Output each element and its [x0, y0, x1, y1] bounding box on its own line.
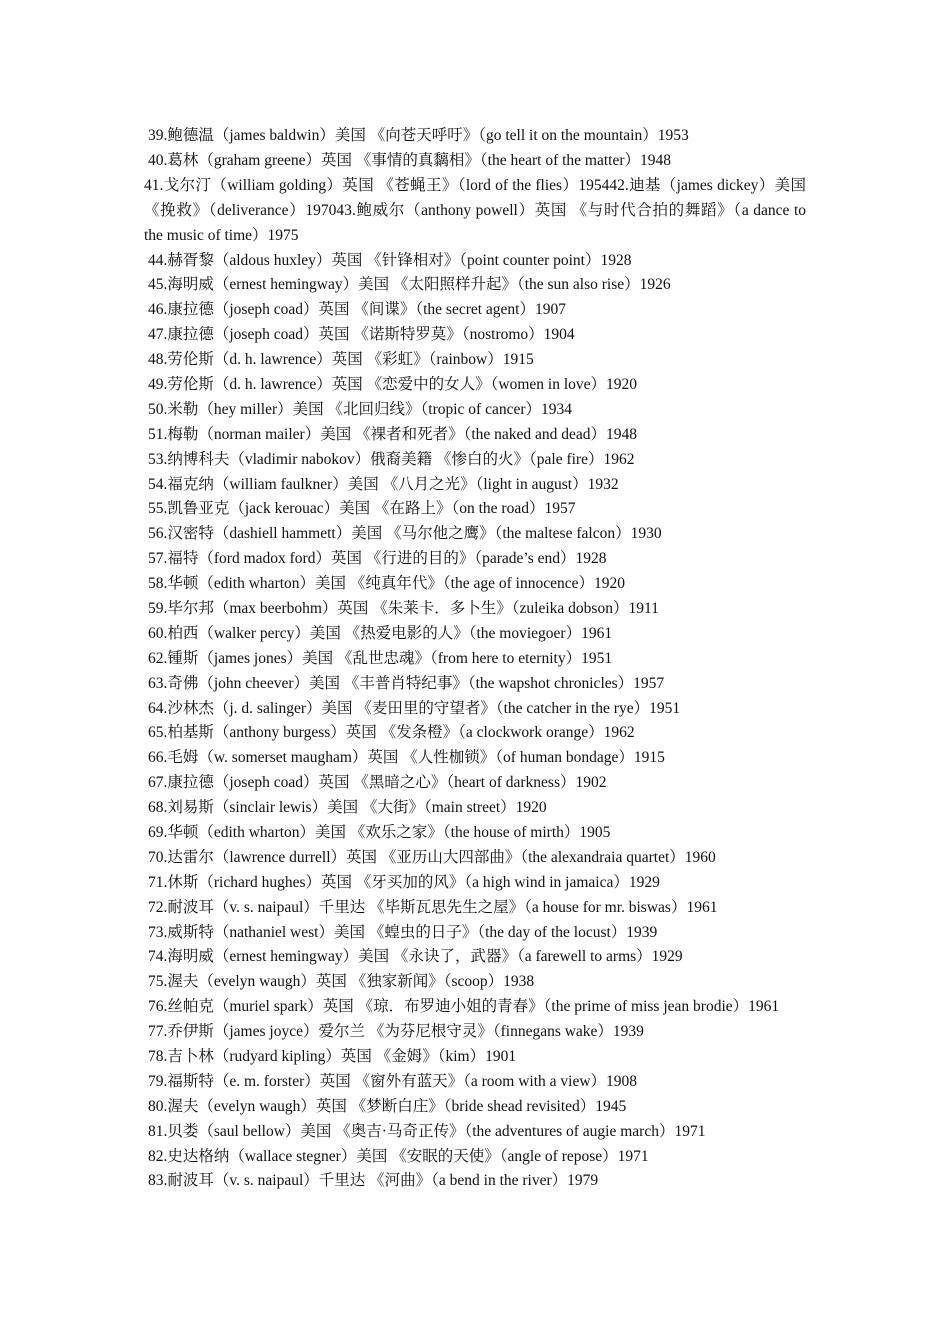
list-item: 73.威斯特（nathaniel west）美国 《蝗虫的日子》（the day of the locust）1939: [148, 923, 658, 941]
list-item: 67.康拉德（joseph coad）英国 《黑暗之心》（heart of darkness）1902: [148, 774, 607, 792]
list-item: 71.休斯（richard hughes）英国 《牙买加的风》（a high wind in jamaica）1929: [148, 873, 660, 891]
list-item: 56.汉密特（dashiell hammett）美国 《马尔他之鹰》（the maltese falcon）1930: [148, 525, 662, 543]
list-item: 80.渥夫（evelyn waugh）英国 《梦断白庄》（bride shead revisited）1945: [148, 1097, 627, 1115]
list-item: 39.鲍德温（james baldwin）美国 《向苍天呼吁》（go tell it on the mountain）1953: [148, 127, 689, 144]
list-item: 74.海明威（ernest hemingway）美国 《永诀了，武器》（a farewell to arms）1929: [148, 948, 683, 966]
list-item: 46.康拉德（joseph coad）英国 《间谍》（the secret agent）1907: [148, 301, 566, 319]
list-item: 44.赫胥黎（aldous huxley）英国 《针锋相对》（point counter point）1928: [148, 251, 632, 269]
list-item: 47.康拉德（joseph coad）英国 《诺斯特罗莫》（nostromo）1904: [148, 326, 575, 344]
list-item: 82.史达格纳（wallace stegner）美国 《安眠的天使》（angle of repose）1971: [148, 1147, 649, 1165]
list-item: 59.毕尔邦（max beerbohm）英国 《朱莱卡．多卜生》（zuleika dobson）1911: [148, 599, 659, 617]
list-item: 48.劳伦斯（d. h. lawrence）英国 《彩虹》（rainbow）1915: [148, 351, 534, 369]
list-item: 65.柏基斯（anthony burgess）英国 《发条橙》（a clockwork orange）1962: [148, 724, 635, 742]
list-item: 49.劳伦斯（d. h. lawrence）英国 《恋爱中的女人》（women in love）1920: [148, 375, 638, 393]
list-item: 53.纳博科夫（vladimir nabokov）俄裔美籍 《惨白的火》（pale fire）1962: [148, 450, 635, 468]
list-item: 57.福特（ford madox ford）英国 《行进的目的》（parade’s end）1928: [148, 550, 607, 568]
list-item: 76.丝帕克（muriel spark）英国 《琼．布罗迪小姐的青春》（the prime of miss jean brodie）1961: [148, 998, 780, 1016]
list-item: 62.锺斯（james jones）美国 《乱世忠魂》（from here to eternity）1951: [148, 649, 613, 667]
list-item: 81.贝娄（saul bellow）美国 《奥吉·马奇正传》（the adventures of augie march）1971: [148, 1122, 706, 1140]
list-item: 40.葛林（graham greene）英国 《事情的真黐相》（the heart of the matter）1948: [148, 151, 672, 169]
list-item: 83.耐波耳（v. s. naipaul）千里达 《河曲》（a bend in the river）1979: [148, 1172, 599, 1190]
list-item: 51.梅勒（norman mailer）美国 《裸者和死者》（the naked and dead）1948: [148, 425, 638, 443]
list-item: 69.华顿（edith wharton）美国 《欢乐之家》（the house of mirth）1905: [148, 823, 611, 841]
list-item: 41.戈尔汀（william golding）英国 《苍蝇王》（lord of the flies）195442.迪基（james dickey）美国 《挽救》（deliverance）197043.鲍威尔（anthony powell）英国 《与时代合拍的舞蹈》（a dance to the music of time）1975: [144, 176, 806, 244]
list-item: 45.海明威（ernest hemingway）美国 《太阳照样升起》（the sun also rise）1926: [148, 276, 671, 294]
list-item: 72.耐波耳（v. s. naipaul）千里达 《毕斯瓦思先生之屋》（a house for mr. biswas）1961: [148, 898, 718, 916]
list-item: 64.沙林杰（j. d. salinger）美国 《麦田里的守望者》（the catcher in the rye）1951: [148, 699, 681, 717]
list-item: 55.凯鲁亚克（jack kerouac）美国 《在路上》（on the road）1957: [148, 500, 576, 518]
novel-list: [144, 124, 806, 1194]
list-item: 50.米勒（hey miller）美国 《北回归线》（tropic of cancer）1934: [148, 400, 573, 418]
list-item: 68.刘易斯（sinclair lewis）美国 《大街》（main street）1920: [148, 799, 547, 817]
list-item: 77.乔伊斯（james joyce）爱尔兰 《为芬尼根守灵》（finnegans wake）1939: [148, 1023, 644, 1041]
list-item: 60.柏西（walker percy）美国 《热爱电影的人》（the moviegoer）1961: [148, 624, 613, 642]
list-item: 78.吉卜林（rudyard kipling）英国 《金姆》（kim）1901: [148, 1048, 517, 1066]
list-item: 54.福克纳（william faulkner）美国 《八月之光》（light in august）1932: [148, 475, 619, 493]
list-item: 70.达雷尔（lawrence durrell）英国 《亚历山大四部曲》（the alexandraia quartet）1960: [148, 848, 716, 866]
list-item: 63.奇佛（john cheever）美国 《丰普肖特纪事》（the wapshot chronicles）1957: [148, 674, 665, 692]
list-item: 58.华顿（edith wharton）美国 《纯真年代》（the age of innocence）1920: [148, 575, 625, 593]
list-item: 79.福斯特（e. m. forster）英国 《窗外有蓝天》（a room with a view）1908: [148, 1072, 638, 1090]
list-item: 75.渥夫（evelyn waugh）英国 《独家新闻》（scoop）1938: [148, 973, 535, 991]
list-item: 66.毛姆（w. somerset maugham）英国 《人性枷锁》（of human bondage）1915: [148, 749, 665, 767]
